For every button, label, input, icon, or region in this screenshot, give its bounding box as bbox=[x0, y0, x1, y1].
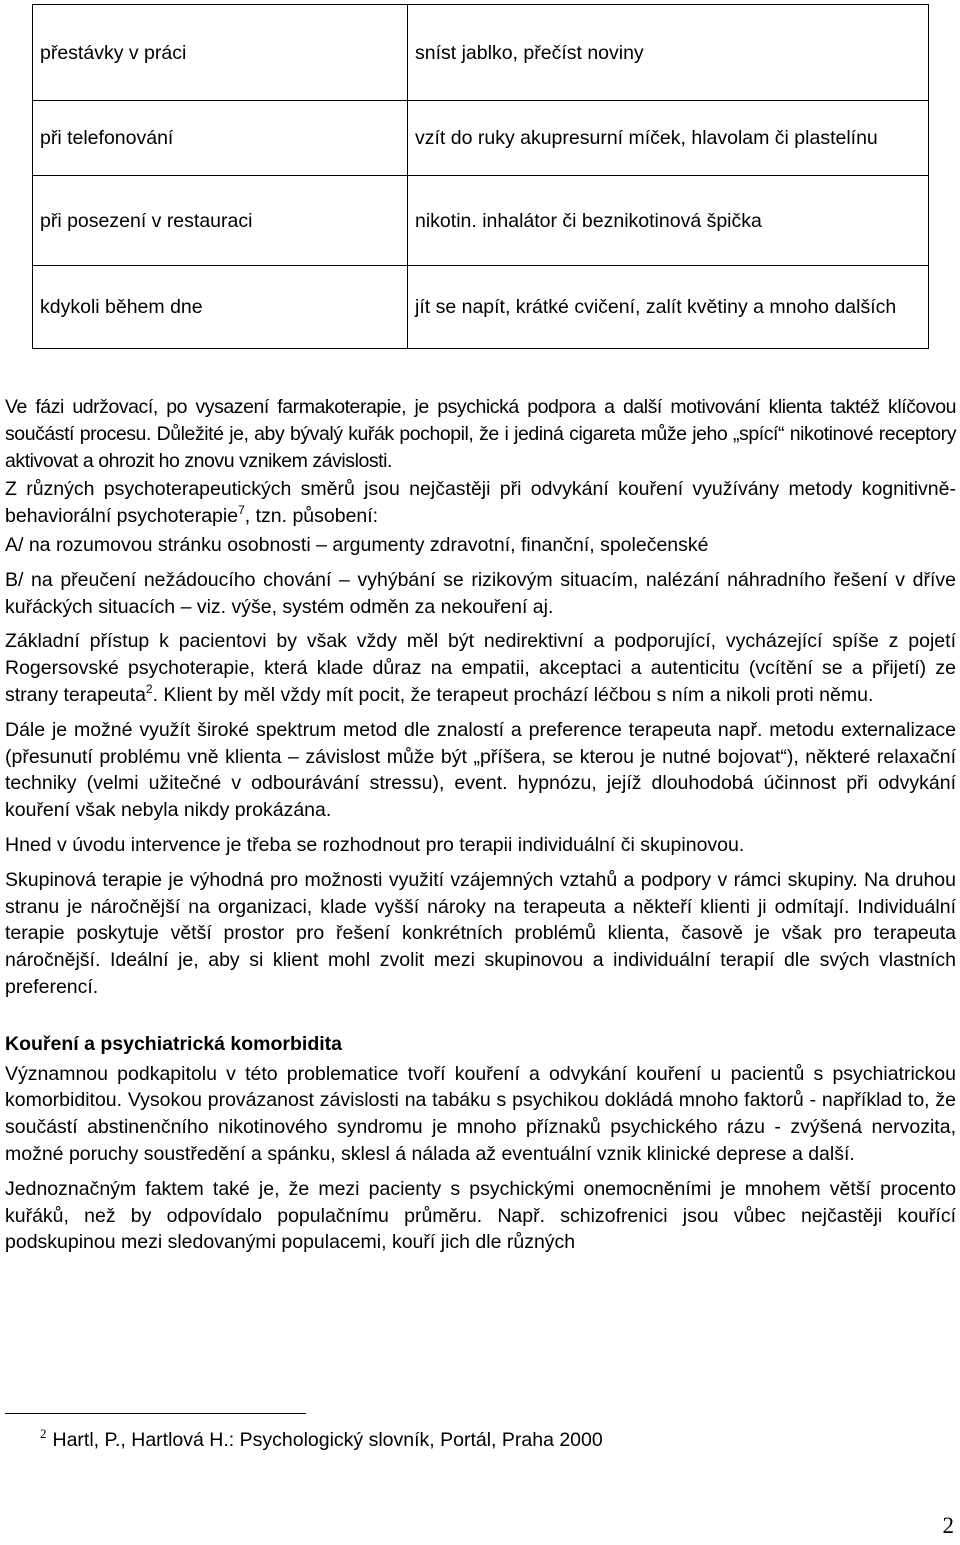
paragraph-text: . Klient by měl vždy mít pocit, že terapeut prochází léčbou s ním a nikoli proti němu. bbox=[152, 683, 874, 706]
table-row bbox=[33, 5, 929, 101]
situation-cell: při telefonování bbox=[33, 101, 408, 176]
activity-cell: jít se napít, krátké cvičení, zalít květiny a mnoho dalších bbox=[408, 266, 929, 349]
footnote bbox=[40, 1427, 603, 1453]
paragraph: Ve fázi udržovací, po vysazení farmakoterapie, je psychická podpora a další motivování klienta taktéž klíčovou součástí procesu. Důležité je, aby bývalý kuřák pochopil, že i jediná cigareta může jeho „spící“ nikotinové receptory aktivovat a ohrozit ho znovu vznikem závislosti. bbox=[5, 396, 956, 472]
paragraph: A/ na rozumovou stránku osobnosti – argumenty zdravotní, finanční, společenské bbox=[5, 533, 709, 556]
footnote-ref: 2 bbox=[145, 681, 153, 696]
situation-cell: při posezení v restauraci bbox=[33, 176, 408, 266]
activity-cell: vzít do ruky akupresurní míček, hlavolam či plastelínu bbox=[408, 101, 929, 176]
table-row bbox=[33, 101, 929, 176]
footnote-text: Hartl, P., Hartlová H.: Psychologický slovník, Portál, Praha 2000 bbox=[52, 1429, 603, 1451]
paragraph bbox=[5, 628, 956, 708]
situation-cell: přestávky v práci bbox=[33, 5, 408, 101]
paragraph-text: Základní přístup k pacientovi by však vždy měl být nedirektivní a podporující, vycházející spíše z pojetí Rogersovské psychoterapie, která klade důraz na empatii, akceptaci a autenticitu (vcítění se a přijetí) ze strany terapeuta bbox=[5, 630, 956, 706]
situation-cell: kdykoli během dne bbox=[33, 266, 408, 349]
paragraph: Dále je možné využít široké spektrum metod dle znalostí a preference terapeuta např. metodu externalizace (přesunutí problému vně klienta – závislost může být „příšera, se kterou je nutné bojovat“), některé relaxační techniky (velmi užitečné v odbourávání stressu), event. hypnózu, jejíž dlouhodobá účinnost při odvykání kouření však nebyla nikdy prokázána. bbox=[5, 718, 956, 822]
tips-table bbox=[32, 4, 929, 349]
paragraph: Významnou podkapitolu v této problematice tvoří kouření a odvykání kouření u pacientů s psychiatrickou komorbiditou. Vysokou provázanost závislosti na tabáku s psychikou dokládá mnoho faktorů - například to, že součástí abstinenčního nikotinového syndromu je mnoho příznaků psychického rázu - zvýšená nervozita, možné poruchy soustředění a spánku, sklesl á nálada až eventuální vznik klinické deprese a další. bbox=[5, 1062, 956, 1165]
footnote-mark: 2 bbox=[40, 1426, 47, 1441]
paragraph: Jednoznačným faktem také je, že mezi pacienty s psychickými onemocněními je mnohem větší procento kuřáků, než by odpovídalo populačnímu průměru. Např. schizofrenici jsou vůbec nejčastěji kouřící podskupinou mezi sledovanými populacemi, kouří jich dle různých bbox=[5, 1177, 956, 1254]
page-number: 2 bbox=[942, 1513, 954, 1538]
table-row bbox=[33, 176, 929, 266]
paragraph-text: Z různých psychoterapeutických směrů jsou nejčastěji při odvykání kouření využívány metody kognitivně-behaviorální psychoterapie bbox=[5, 478, 956, 528]
paragraph: Hned v úvodu intervence je třeba se rozhodnout pro terapii individuální či skupinovou. bbox=[5, 833, 745, 856]
table-row bbox=[33, 266, 929, 349]
paragraph bbox=[5, 476, 956, 530]
body-text bbox=[5, 394, 956, 1264]
section-heading: Kouření a psychiatrická komorbidita bbox=[5, 1032, 343, 1055]
paragraph: Skupinová terapie je výhodná pro možnosti využití vzájemných vztahů a podpory v rámci skupiny. Na druhou stranu je náročnější na organizaci, klade vyšší nároky na terapeuta a někteří klienti ji odmítají. Individuální terapie poskytuje větší prostor pro řešení konkrétních problémů klienta, časově je však pro terapeuta náročnější. Ideální je, aby si klient mohl zvolit mezi skupinovou a individuální terapií dle svých vlastních preferencí. bbox=[5, 868, 956, 998]
activity-cell: sníst jablko, přečíst noviny bbox=[408, 5, 929, 101]
footnote-ref: 7 bbox=[238, 503, 245, 518]
paragraph-text: , tzn. působení: bbox=[244, 505, 379, 528]
activity-cell: nikotin. inhalátor či beznikotinová špička bbox=[408, 176, 929, 266]
paragraph: B/ na přeučení nežádoucího chování – vyhýbání se rizikovým situacím, nalézání náhradního řešení v dříve kuřáckých situacích – viz. výše, systém odměn za nekouření aj. bbox=[5, 568, 956, 618]
footnote-separator bbox=[5, 1413, 306, 1414]
